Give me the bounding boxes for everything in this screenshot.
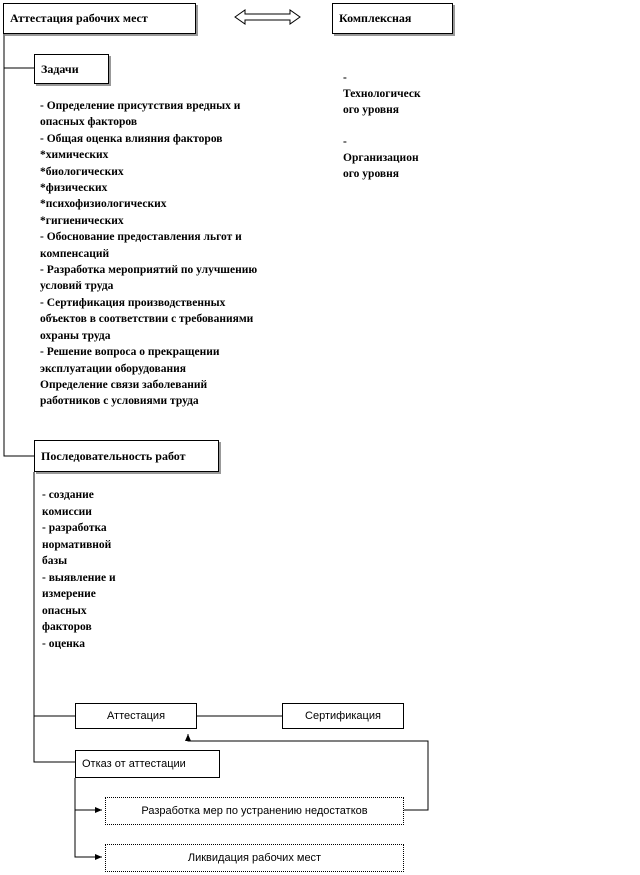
task-item: - Решение вопроса о прекращении xyxy=(40,346,220,359)
spine-top xyxy=(4,34,34,456)
sequence-item: комиссии xyxy=(42,505,92,518)
complex-item: - xyxy=(343,72,347,84)
box-measures: Разработка мер по устранению недостатков xyxy=(105,797,404,825)
box-liquidation: Ликвидация рабочих мест xyxy=(105,844,404,872)
box-sequence: Последовательность работ xyxy=(34,440,219,472)
task-item: - Сертификация производственных xyxy=(40,296,226,309)
task-item: объектов в соответствии с требованиями xyxy=(40,313,254,326)
sequence-item: факторов xyxy=(42,621,92,633)
task-item: *биологических xyxy=(40,165,124,178)
task-item: - Определение присутствия вредных и xyxy=(40,100,241,112)
complex-item: - xyxy=(343,136,347,148)
task-items-list xyxy=(40,98,257,410)
sequence-item: - создание xyxy=(42,489,94,501)
link-refusal-measures xyxy=(75,778,102,810)
task-item: *гигиенических xyxy=(40,214,124,227)
task-item: компенсаций xyxy=(40,247,110,260)
box-certification: Сертификация xyxy=(282,703,404,729)
task-item: *психофизиологических xyxy=(40,198,167,211)
task-item: - Обоснование предоставления льгот и xyxy=(40,231,242,244)
task-item: охраны труда xyxy=(40,329,111,342)
sequence-items-list xyxy=(42,487,116,652)
task-item: эксплуатации оборудования xyxy=(40,362,186,375)
task-item: *физических xyxy=(40,182,108,195)
task-item: работников с условиями труда xyxy=(40,395,199,408)
sequence-item: опасных xyxy=(42,604,87,617)
task-item: - Разработка мероприятий по улучшению xyxy=(40,264,258,277)
box-refusal: Отказ от аттестации xyxy=(75,750,220,778)
box-complex: Комплексная xyxy=(332,3,453,34)
complex-item: ого уровня xyxy=(343,168,399,180)
sequence-item: - выявление и xyxy=(42,571,116,584)
sequence-item: базы xyxy=(42,555,68,567)
complex-items-list xyxy=(343,70,421,182)
sequence-item: измерение xyxy=(42,588,96,600)
complex-item: ого уровня xyxy=(343,104,399,116)
box-attestation-workplaces: Аттестация рабочих мест xyxy=(3,3,196,34)
link-refusal-liquidation xyxy=(75,810,102,857)
box-tasks: Задачи xyxy=(34,54,109,84)
task-item: условий труда xyxy=(40,280,114,293)
task-item: *химических xyxy=(40,149,109,162)
complex-item xyxy=(343,118,421,134)
sequence-item: нормативной xyxy=(42,538,112,551)
task-item: опасных факторов xyxy=(40,116,138,129)
double-arrow-icon xyxy=(235,10,300,24)
complex-item: Организацион xyxy=(343,152,419,164)
task-item: Определение связи заболеваний xyxy=(40,378,208,391)
sequence-item: - оценка xyxy=(42,637,86,650)
sequence-item: - разработка xyxy=(42,522,107,534)
task-item: - Общая оценка влияния факторов xyxy=(40,132,223,145)
box-attestation: Аттестация xyxy=(75,703,197,729)
complex-item: Технологическ xyxy=(343,88,421,100)
